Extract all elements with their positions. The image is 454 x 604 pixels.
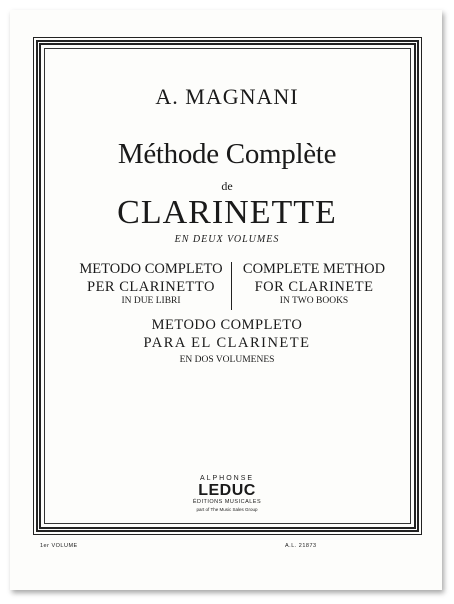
instrument-title: CLARINETTE xyxy=(117,194,337,231)
column-divider xyxy=(231,262,232,310)
english-line-2: FOR CLARINETE xyxy=(254,279,374,295)
english-line-3: IN TWO BOOKS xyxy=(279,296,349,306)
volume-label: 1er VOLUME xyxy=(40,543,78,549)
publisher-leduc: LEDUC xyxy=(198,482,256,499)
english-title-block xyxy=(234,260,394,307)
publisher-editions: ÉDITIONS MUSICALES xyxy=(192,499,262,505)
spanish-line-3: EN DOS VOLUMENES xyxy=(179,355,275,365)
catalog-reference: A.L. 21873 xyxy=(285,543,317,549)
spanish-line-2: PARA EL CLARINETE xyxy=(143,335,311,351)
italian-title-block xyxy=(71,260,231,307)
composer-name: A. MAGNANI xyxy=(155,84,299,109)
volumes-note-french: EN DEUX VOLUMES xyxy=(174,234,280,245)
english-line-1: COMPLETE METHOD xyxy=(242,261,386,277)
italian-line-1: METODO COMPLETO xyxy=(79,261,223,277)
italian-line-3: IN DUE LIBRI xyxy=(121,296,181,306)
method-title: Méthode Complète xyxy=(117,138,337,170)
publisher-alphonse: ALPHONSE xyxy=(199,475,255,482)
publisher-group: part of The Music Sales Group xyxy=(196,507,258,512)
spanish-line-1: METODO COMPLETO xyxy=(151,317,303,333)
italian-line-2: PER CLARINETTO xyxy=(87,279,215,295)
title-connector: de xyxy=(221,179,233,193)
